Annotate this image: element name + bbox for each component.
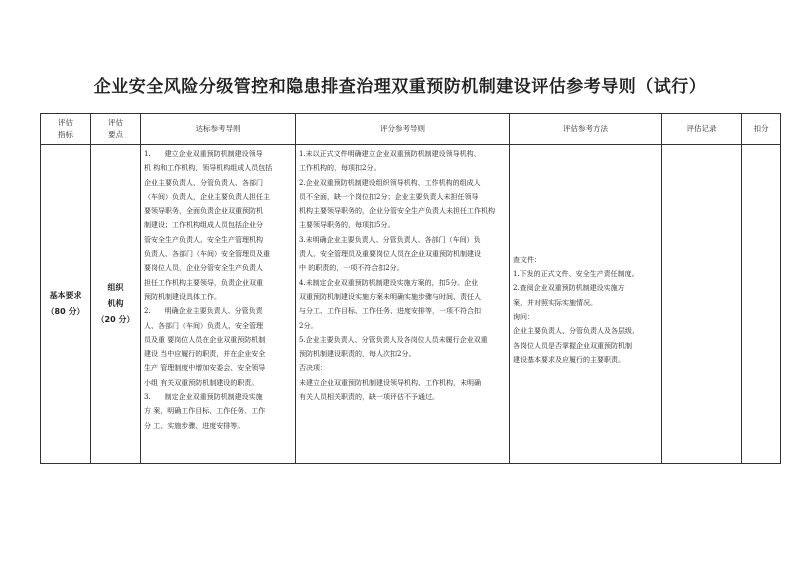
text-line: 制建设；工作机构组成人员包括企业分	[144, 221, 263, 230]
cell-deduction	[742, 145, 781, 464]
text-line: 2. 明确企业主要负责人、分管负责	[144, 307, 263, 316]
text-line: 1. 建立企业双重预防机制建设领导	[144, 150, 263, 158]
header-method: 评估参考方法	[510, 114, 662, 145]
text-line: 与分工、工作目标、工作任务、进度安排等，一项不符合扣	[299, 307, 481, 316]
text-line: 询问：	[513, 313, 534, 321]
text-line: 双重预防机制建设实施方案未明确实施步骤与时间、责任人	[299, 292, 481, 301]
text-line: 分 工、实施步骤、进度安排等。	[144, 421, 245, 430]
text-line: 工作机构的，每项扣2分。	[299, 164, 381, 173]
header-record: 评估记录	[662, 114, 742, 145]
text-line: 各岗位人员是否掌握企业双重预防机制	[513, 341, 632, 350]
evaluation-table	[40, 113, 781, 464]
header-scoring: 评分参考导则	[296, 114, 510, 145]
text-line: 有关人员相关职责的，缺一项评估不予通过。	[299, 393, 439, 402]
text-line: 查文件：	[513, 255, 541, 264]
text-line: 要岗位人员，企业分管安全生产负责人	[144, 264, 263, 273]
cell-scoring	[296, 145, 510, 464]
text-line: 人、各部门（车间）负责人、安全管理	[144, 321, 263, 330]
text-line: 1.下发的正式文件、安全生产责任制度。	[513, 270, 639, 279]
cell-method	[510, 145, 662, 464]
text-line: 要领导职务，全面负责企业双重预防机	[144, 207, 263, 216]
header-standard: 达标参考导则	[141, 114, 296, 145]
text-line: 预防机制建设具体工作。	[144, 292, 221, 301]
text-line: 4.未制定企业双重预防机制建设实施方案的，扣5分。企业	[299, 278, 479, 287]
text-line: 主要领导职务的，每项扣5分。	[299, 221, 395, 230]
document-title: 企业安全风险分级管控和隐患排查治理双重预防机制建设评估参考导则（试行）	[93, 77, 707, 97]
header-point: 评估 要点	[91, 114, 141, 145]
text-line: 负责人、各部门（车间）安全管理员及重	[144, 250, 270, 259]
cell-point: 组织 机构 （20 分）	[91, 145, 141, 464]
cell-record	[662, 145, 742, 464]
text-line: 未建立企业双重预防机制建设领导机构、工作机构，未明确	[299, 378, 481, 387]
text-line: 生产 管理制度中增加安委会、安全领导	[144, 364, 266, 373]
text-line: （车间）负责人，企业主要负责人担任主	[144, 192, 270, 201]
text-line: 2分。	[299, 321, 318, 330]
text-line: 建设基本要求及应履行的主要职责。	[513, 355, 625, 364]
text-line: 企业主要负责人、分管负责人及各层级、	[513, 327, 639, 336]
text-line: 担任工作机构主要领导，负责企业双重	[144, 278, 263, 287]
text-line: 3. 制定企业双重预防机制建设实施	[144, 393, 263, 402]
text-line: 2.企业双重预防机制建设组织领导机构、工作机构的组成人	[299, 178, 481, 187]
text-line: 建设 当中应履行的职责，并在企业安全	[144, 350, 266, 359]
text-line: 预防机制建设职责的，每人次扣2分。	[299, 350, 416, 359]
text-line: 机 构和工作机构，领导机构组成人员包括	[144, 164, 273, 173]
text-line: 员不全面，缺一个岗位扣2分；企业主要负责人未担任领导	[299, 192, 479, 201]
text-line: 管安全生产负责人、安全生产管理机构	[144, 235, 263, 244]
text-line: 员及重 要岗位人员在企业双重预防机制	[144, 335, 266, 344]
text-line: 方 案，明确工作目标、工作任务、工作	[144, 407, 266, 416]
text-line: 企业主要负责人、分管负责人、各部门	[144, 178, 263, 187]
text-line: 5.企业主要负责人、分管负责人及各岗位人员未履行企业双重	[299, 335, 488, 344]
text-line: 案，并对照实际实施情况。	[513, 298, 597, 307]
text-line: 责人、安全管理员及重要岗位人员在企业双重预防机制建设	[299, 250, 481, 259]
cell-indicator: 基本要求 （80 分）	[41, 145, 91, 464]
table-header-row	[41, 114, 781, 145]
text-line: 2.查阅企业双重预防机制建设实施方	[513, 284, 625, 293]
text-line: 中 的职责的，一项不符合扣2分。	[299, 264, 404, 273]
cell-standard	[141, 145, 296, 464]
text-line: 1.未以正式文件明确建立企业双重预防机制建设领导机构、	[299, 150, 481, 158]
text-line: 3.未明确企业主要负责人、分管负责人、各部门（车间）负	[299, 235, 481, 244]
header-deduction: 扣分	[742, 114, 781, 145]
text-line: 小组 有关双重预防机制建设的职责。	[144, 378, 259, 387]
text-line: 否决项：	[299, 364, 327, 373]
table-row	[41, 145, 781, 464]
header-indicator: 评估 指标	[41, 114, 91, 145]
text-line: 机构主要领导职务的，企业分管安全生产负责人未担任工作机构	[299, 207, 495, 216]
